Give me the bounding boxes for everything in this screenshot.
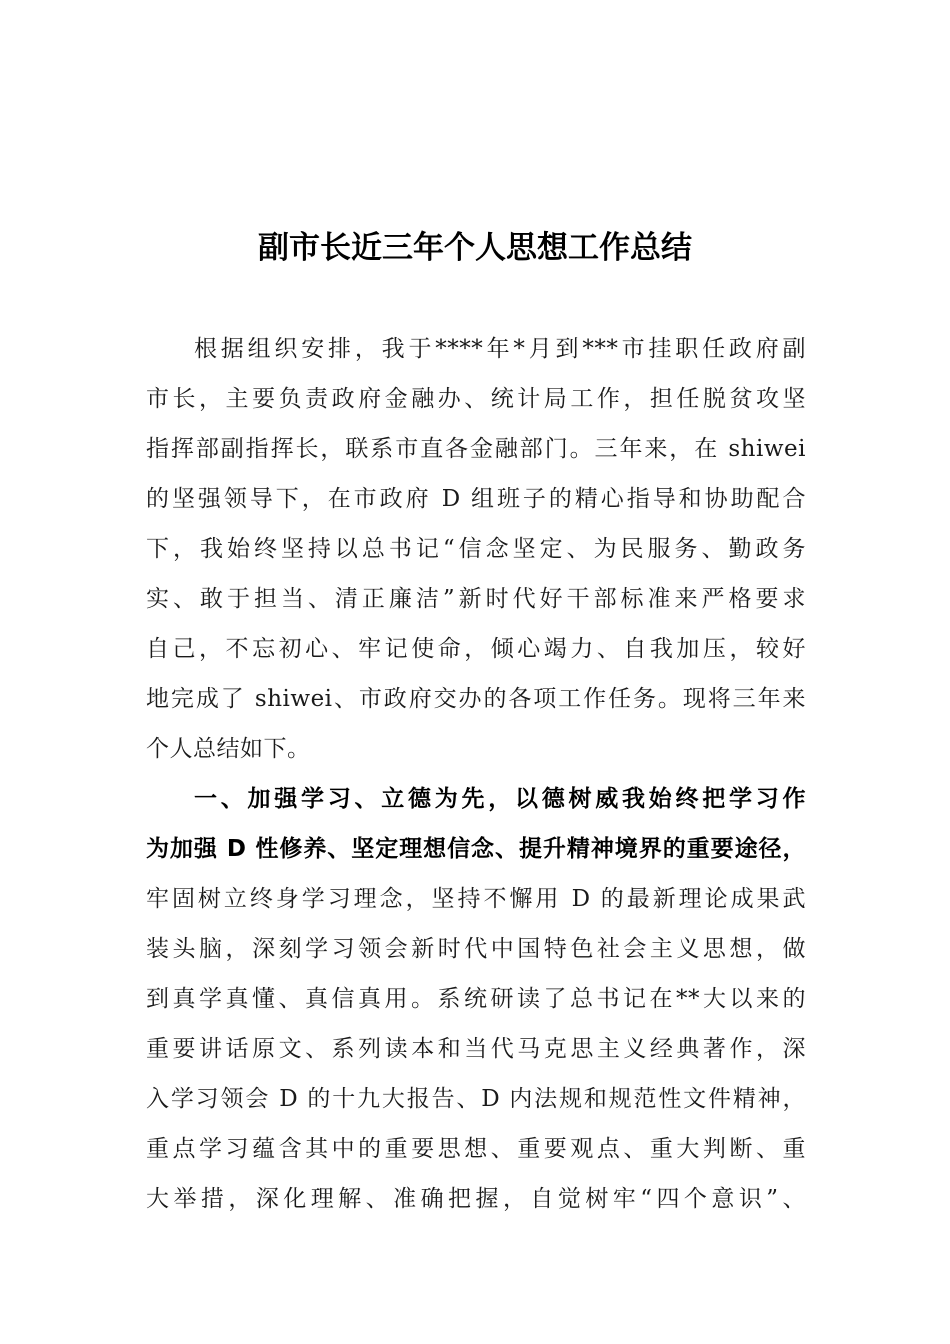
paragraph-line: 实、敢于担当、清正廉洁”新时代好干部标准来严格要求 bbox=[146, 586, 806, 612]
paragraph-line: 个人总结如下。 bbox=[146, 736, 311, 762]
paragraph-line: 下，我始终坚持以总书记“信念坚定、为民服务、勤政务 bbox=[146, 536, 806, 562]
paragraph-line: 根据组织安排，我于****年*月到***市挂职任政府副 bbox=[194, 336, 806, 362]
paragraph-line: 市长，主要负责政府金融办、统计局工作，担任脱贫攻坚 bbox=[146, 386, 806, 412]
document-title: 副市长近三年个人思想工作总结 bbox=[258, 230, 692, 266]
document-body bbox=[146, 324, 806, 1224]
paragraph-line: 重要讲话原文、系列读本和当代马克思主义经典著作，深 bbox=[146, 1036, 806, 1062]
paragraph-line: 的坚强领导下，在市政府 D 组班子的精心指导和协助配合 bbox=[146, 486, 806, 512]
paragraph-line: 牢固树立终身学习理念，坚持不懈用 D 的最新理论成果武 bbox=[146, 886, 806, 912]
paragraph-line: 装头脑，深刻学习领会新时代中国特色社会主义思想，做 bbox=[146, 936, 806, 962]
paragraph-line: 自己，不忘初心、牢记使命，倾心竭力、自我加压，较好 bbox=[146, 636, 806, 662]
paragraph-line: 重点学习蕴含其中的重要思想、重要观点、重大判断、重 bbox=[146, 1136, 806, 1162]
section-heading-line: 为加强 D 性修养、坚定理想信念、提升精神境界的重要途径， bbox=[146, 836, 806, 862]
paragraph-line: 大举措，深化理解、准确把握，自觉树牢“四个意识”、 bbox=[146, 1186, 806, 1212]
paragraph-line: 入学习领会 D 的十九大报告、D 内法规和规范性文件精神， bbox=[146, 1086, 806, 1112]
paragraph-line: 地完成了 shiwei、市政府交办的各项工作任务。现将三年来 bbox=[146, 686, 806, 712]
section-heading-line: 一、加强学习、立德为先，以德树威我始终把学习作 bbox=[194, 786, 806, 812]
paragraph-line: 到真学真懂、真信真用。系统研读了总书记在**大以来的 bbox=[146, 986, 806, 1012]
paragraph-line: 指挥部副指挥长，联系市直各金融部门。三年来，在 shiwei bbox=[146, 436, 806, 462]
